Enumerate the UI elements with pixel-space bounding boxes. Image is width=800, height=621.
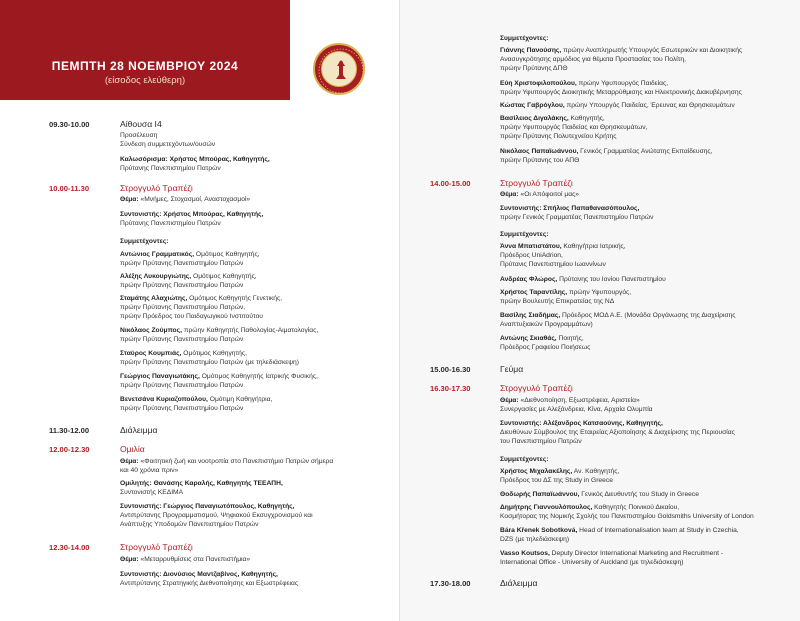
participant-role: πρώην Πρόεδρος του Παιδαγωγικού Ινστιτούτου bbox=[120, 313, 263, 320]
participant-role: πρώην Πρύτανης Πανεπιστημίου Πατρών bbox=[120, 282, 244, 289]
participant-role: πρώην Πρύτανης Πανεπιστημίου Πατρών bbox=[120, 336, 244, 343]
participant-role: πρώην Πρύτανης Πανεπιστημίου Πατρών bbox=[120, 260, 244, 267]
session-title: Στρογγυλό Τραπέζι bbox=[120, 542, 193, 552]
session-title: Διάλειμμα bbox=[500, 578, 538, 588]
participant: Αλέξης Λυκουργιώτης, Ομότιμος Καθηγητής, bbox=[120, 273, 257, 280]
session-time: 09.30-10.00 bbox=[49, 120, 90, 129]
participant-role: πρώην Βουλευτής Επικρατείας της ΝΔ bbox=[500, 298, 615, 305]
theme-line: Συνεργασίες με Αλεξάνδρεια, Κίνα, Αρχαία Ολυμπία bbox=[500, 406, 653, 413]
coordinator-role: Ανάπτυξης Υποδομών Πανεπιστημίου Πατρών bbox=[120, 521, 259, 528]
participant: Χρήστος Ταραντίλης, πρώην Υφυπουργός, bbox=[500, 289, 632, 296]
session-time: 14.00-15.00 bbox=[430, 179, 471, 188]
session-time: 16.30-17.30 bbox=[430, 384, 471, 393]
participants-label: Συμμετέχοντες: bbox=[120, 238, 169, 245]
theme-line: Θέμα: «Διεθνοποίηση, Εξωστρέφεια, Αριστεία» bbox=[500, 397, 640, 404]
participant: Νικόλαος Ζούμπος, πρώην Καθηγητής Παθολογίας-Αιματολογίας, bbox=[120, 327, 319, 334]
participant: Θοδωρής Παπαϊωάννου, Γενικός Διευθυντής του Study in Greece bbox=[500, 491, 699, 498]
participant-role: Ανασυγκρότησης αρμόδιος για θέματα Προστασίας του Πολίτη, bbox=[500, 56, 686, 63]
participant-role: Κοσμήτορας της Νομικής Σχολής του Πανεπιστημίου Goldsmiths University of London bbox=[500, 513, 754, 520]
session-title: Γεύμα bbox=[500, 364, 524, 374]
speaker-line: Ομιλητής: Θανάσης Καραλής, Καθηγητής ΤΕΕΑΠΗ, bbox=[120, 480, 283, 487]
session-title: Ομιλία bbox=[120, 444, 145, 454]
event-date: ΠΕΜΠΤΗ 28 ΝΟΕΜΒΡΙΟΥ 2024 bbox=[51, 59, 239, 73]
participant-role: πρώην Πρύτανης ΔΠΘ bbox=[500, 65, 568, 72]
coordinator-line: Συντονιστής: Γεώργιος Παναγιωτόπουλος, Καθηγητής, bbox=[120, 503, 295, 510]
participant: Ανδρέας Φλώρος, Πρύτανης του Ιονίου Πανεπιστημίου bbox=[500, 276, 666, 283]
coordinator-line: Συντονιστής: Αλέξανδρος Κατσαούνης, Καθηγητής, bbox=[500, 420, 663, 427]
theme-line: Θέμα: «Οι Απόφοιτοί μας» bbox=[500, 191, 580, 198]
participant: Σταμάτης Αλαχιώτης, Ομότιμος Καθηγητής Γενετικής, bbox=[120, 295, 283, 302]
participant-role: πρώην Πρύτανης του ΑΠΘ bbox=[500, 157, 580, 164]
coordinator-role: του Πανεπιστημίου Πατρών bbox=[500, 438, 582, 445]
participant-role: Αναπτυξιακών Προγραμμάτων) bbox=[500, 321, 593, 328]
coordinator-role: Διευθύνων Σύμβουλος της Εταιρείας Αξιοποίησης & Διαχείρισης της Περιουσίας bbox=[500, 429, 735, 436]
session-time: 10.00-11.30 bbox=[49, 184, 90, 193]
page-right bbox=[400, 0, 800, 621]
participant-role: International Office - University of Auckland (με τηλεδιάσκεψη) bbox=[500, 559, 684, 566]
theme-line: Θέμα: «Μνήμες, Στοχασμοί, Αναστοχασμοί» bbox=[120, 196, 251, 203]
participants-label: Συμμετέχοντες: bbox=[500, 456, 549, 463]
coordinator-role: Αντιπρύτανης Στρατηγικής Διεθνοποίησης και Εξωστρέφειας bbox=[120, 580, 299, 587]
session-title: Διάλειμμα bbox=[120, 425, 158, 435]
coordinator-role: Πρύτανης Πανεπιστημίου Πατρών bbox=[120, 220, 221, 227]
speaker-role: Συντονιστής ΚΕΔΙΜΑ bbox=[120, 489, 184, 496]
participant-role: πρώην Υφυπουργός Παιδείας και Θρησκευμάτων, bbox=[500, 124, 648, 131]
coordinator-line: Συντονιστής: Σπήλιος Παπαθανασόπουλος, bbox=[500, 205, 640, 212]
participant: Άννα Μπατιστάτου, Καθηγήτρια Ιατρικής, bbox=[500, 243, 626, 250]
event-admission: (είσοδος ελεύθερη) bbox=[104, 75, 186, 86]
participant: Βενετσάνα Κυριαζοπούλου, Ομότιμη Καθηγήτρια, bbox=[120, 396, 273, 403]
participant-role: DZS (με τηλεδιάσκεψη) bbox=[500, 536, 570, 543]
theme-line: Θέμα: «Φοιτητική ζωή και νοοτροπία στο Πανεπιστήμιο Πατρών σήμερα bbox=[120, 458, 334, 465]
session-title: Αίθουσα Ι4 bbox=[120, 119, 162, 129]
participant: Σταύρος Κουμπιάς, Ομότιμος Καθηγητής, bbox=[120, 350, 247, 357]
participant-role: Πρόεδρος Γραφείου Ποιήσεως bbox=[500, 344, 591, 351]
welcome-role: Πρύτανης Πανεπιστημίου Πατρών bbox=[120, 165, 221, 172]
university-seal-icon bbox=[313, 43, 365, 95]
session-time: 12.30-14.00 bbox=[49, 543, 90, 552]
session-title: Στρογγυλό Τραπέζι bbox=[120, 183, 193, 193]
participant-role: πρώην Υφυπουργός Διοικητικής Μεταρρύθμισης και Ηλεκτρονικής Διακυβέρνησης bbox=[500, 89, 742, 96]
participants-label: Συμμετέχοντες: bbox=[500, 35, 549, 42]
participant-role: πρώην Πρύτανης Πανεπιστημίου Πατρών, bbox=[120, 304, 246, 311]
theme-line: και 40 χρόνια πριν» bbox=[120, 467, 179, 474]
participant-role: πρώην Πρύτανης Πολυτεχνείου Κρήτης bbox=[500, 133, 617, 140]
participant: Βασίλης Σιαδήμας, Πρόεδρος ΜΟΔ Α.Ε. (Μονάδα Οργάνωσης της Διαχείρισης bbox=[500, 312, 736, 319]
participant: Vasso Koutsos, Deputy Director International Marketing and Recruitment - bbox=[500, 550, 724, 557]
session-time: 11.30-12.00 bbox=[49, 426, 90, 435]
date-banner bbox=[0, 0, 290, 100]
participant-role: Πρόεδρος του ΔΣ της Study in Greece bbox=[500, 477, 613, 484]
session-time: 12.00-12.30 bbox=[49, 445, 90, 454]
coordinator-role: Αντιπρύτανης Προγραμματισμού, Ψηφιακού Εκσυγχρονισμού και bbox=[120, 512, 313, 519]
participant: Νικόλαος Παπαϊωάννου, Γενικός Γραμματέας Ανώτατης Εκπαίδευσης, bbox=[500, 148, 713, 155]
participant: Γιάννης Πανούσης, πρώην Αναπληρωτής Υπουργός Εσωτερικών και Διοικητικής bbox=[500, 47, 743, 54]
participant: Δημήτρης Γιαννουλόπουλος, Καθηγητής Ποινικού Δικαίου, bbox=[500, 504, 680, 511]
participant: Αντώνιος Γραμματικός, Ομότιμος Καθηγητής, bbox=[120, 251, 260, 258]
participant: Βασίλειος Διγαλάκης, Καθηγητής, bbox=[500, 115, 605, 122]
coordinator-role: πρώην Γενικός Γραμματέας Πανεπιστημίου Πατρών bbox=[500, 214, 654, 221]
participant: Γεώργιος Παναγιωτάκης, Ομότιμος Καθηγητής Ιατρικής Φυσικής, bbox=[120, 373, 318, 380]
participant-role: Πρύτανις Πανεπιστημίου Ιωαννίνων bbox=[500, 261, 606, 268]
participant: Εύη Χριστοφιλοπούλου, πρώην Υφυπουργός Παιδείας, bbox=[500, 80, 669, 87]
participant-role: πρώην Πρύτανης Πανεπιστημίου Πατρών bbox=[120, 382, 244, 389]
participant-role: πρώην Πρύτανης Πανεπιστημίου Πατρών bbox=[120, 405, 244, 412]
session-line: Προσέλευση bbox=[120, 132, 158, 139]
participant-role: Πρόεδρος UniAdrion, bbox=[500, 252, 563, 259]
session-title: Στρογγυλό Τραπέζι bbox=[500, 383, 573, 393]
participant: Αντώνης Σκιαθάς, Ποιητής, bbox=[500, 335, 584, 342]
session-time: 15.00-16.30 bbox=[430, 365, 471, 374]
coordinator-line: Συντονιστής: Διονύσιος Μαντζαβίνος, Καθηγητής, bbox=[120, 571, 278, 578]
coordinator-line: Συντονιστής: Χρήστος Μπούρας, Καθηγητής, bbox=[120, 211, 264, 218]
participant: Χρήστος Μιχαλακέλης, Αν. Καθηγητής, bbox=[500, 468, 620, 475]
participant-role: πρώην Πρύτανης Πανεπιστημίου Πατρών (με τηλεδιάσκεψη) bbox=[120, 359, 300, 366]
session-line: Σύνδεση συμμετεχόντων/ουσών bbox=[120, 141, 216, 148]
participant: Bára Křenek Sobotková, Head of Internationalisation team at Study in Czechia, bbox=[500, 527, 739, 534]
participants-label: Συμμετέχοντες: bbox=[500, 231, 549, 238]
welcome-line: Καλωσόρισμα: Χρήστος Μπούρας, Καθηγητής, bbox=[120, 156, 270, 163]
session-time: 17.30-18.00 bbox=[430, 579, 471, 588]
session-title: Στρογγυλό Τραπέζι bbox=[500, 178, 573, 188]
participant: Κώστας Γαβρόγλου, πρώην Υπουργός Παιδείας, Έρευνας και Θρησκευμάτων bbox=[500, 102, 735, 109]
theme-line: Θέμα: «Μεταρρυθμίσεις στα Πανεπιστήμια» bbox=[120, 556, 251, 563]
